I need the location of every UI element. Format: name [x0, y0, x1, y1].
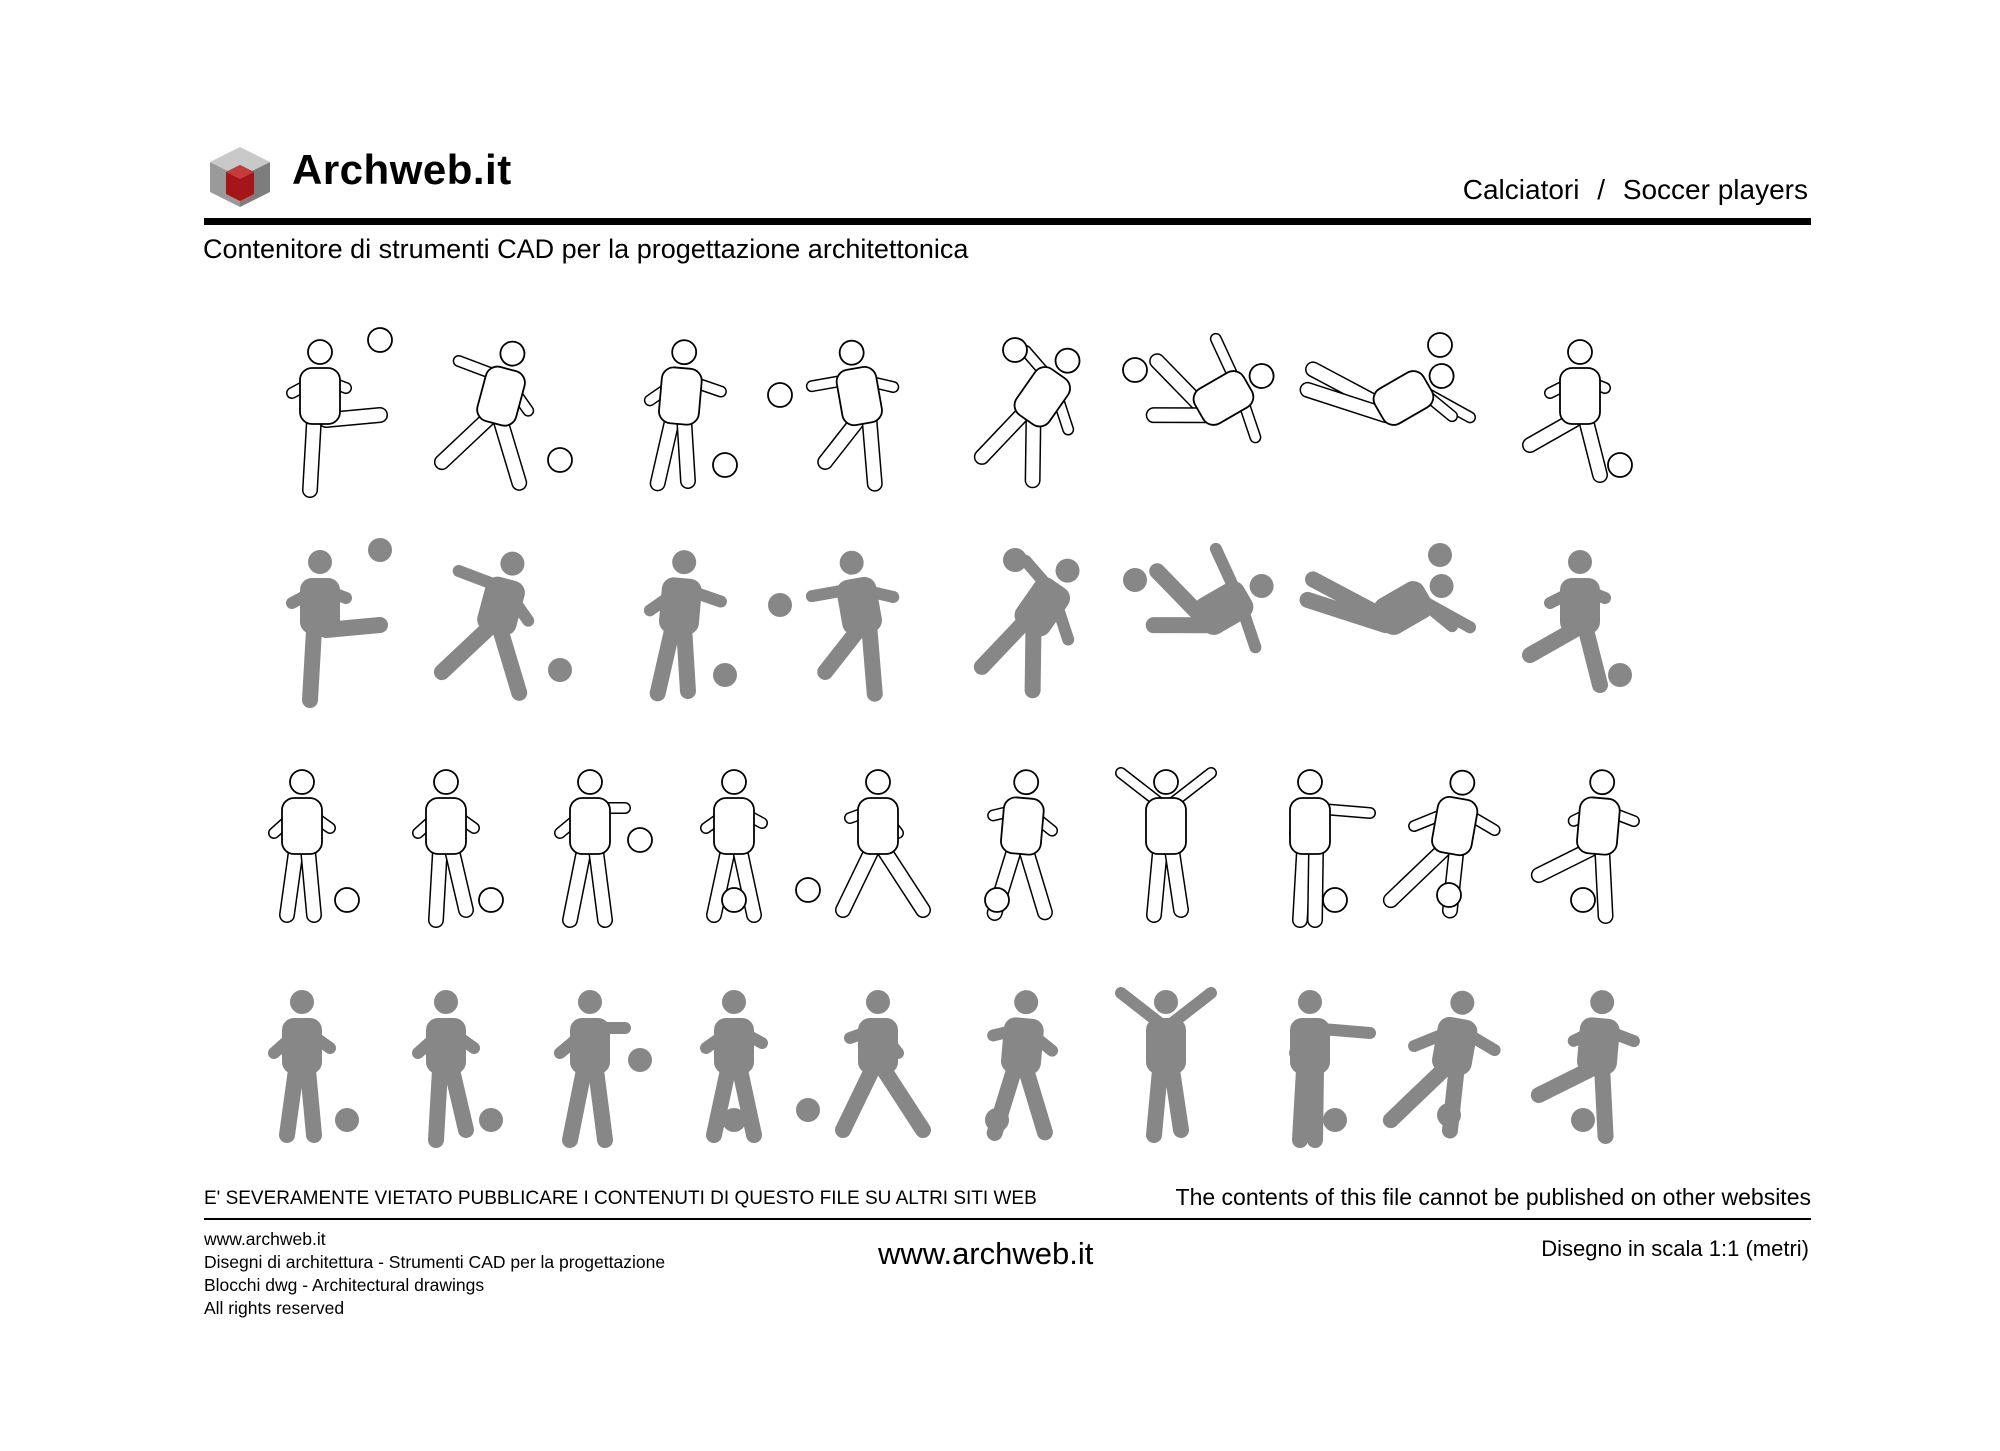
player-bicycle-kick-outline: [961, 328, 1107, 489]
ball-icon: [1571, 888, 1595, 912]
ball-icon: [985, 1108, 1009, 1132]
footer-url: www.archweb.it: [878, 1236, 1094, 1271]
ball-icon: [1428, 543, 1452, 567]
notice-english: The contents of this file cannot be published on other websites: [1175, 1184, 1811, 1210]
footer-line: Blocchi dwg - Architectural drawings: [204, 1275, 485, 1295]
ball-icon: [548, 658, 572, 682]
ball-icon: [479, 888, 503, 912]
ball-icon: [1003, 338, 1027, 362]
ball-icon: [1323, 888, 1347, 912]
player-flying-kick-filled: [805, 545, 909, 702]
footer-divider: [204, 1218, 1811, 1220]
ball-icon: [1323, 1108, 1347, 1132]
ball-icon: [1571, 1108, 1595, 1132]
notice-italian: E' SEVERAMENTE VIETATO PUBBLICARE I CONTENUTI DI QUESTO FILE SU ALTRI SITI WEB: [204, 1188, 1037, 1209]
ball-icon: [1428, 333, 1452, 357]
ball-icon: [628, 828, 652, 852]
ball-icon: [1437, 883, 1461, 907]
ball-icon: [722, 888, 746, 912]
player-run-back-outline: [418, 770, 474, 920]
player-slide-volley-outline: [1131, 314, 1297, 476]
player-goalkeeper-dive-outline: [1300, 309, 1477, 480]
player-run-back-filled: [418, 990, 474, 1140]
logo-cube-icon: [208, 147, 272, 207]
ball-icon: [713, 663, 737, 687]
ball-icon: [368, 538, 392, 562]
ball-icon: [548, 448, 572, 472]
ball-icon: [713, 453, 737, 477]
player-goalkeeper-dive-filled: [1300, 519, 1477, 690]
ball-icon: [796, 878, 820, 902]
player-run-front-filled: [274, 990, 330, 1135]
brand-name: Archweb.it: [292, 146, 512, 193]
player-chest-control-outline: [560, 770, 625, 920]
player-slide-volley-filled: [1131, 524, 1297, 686]
player-volley-high-kick-outline: [292, 340, 380, 490]
player-dribble-filled: [643, 548, 725, 699]
footer-info: [204, 1228, 665, 1320]
soccer-players-sheet: [190, 290, 1820, 1170]
title-separator: /: [1597, 174, 1606, 205]
player-volley-high-kick-filled: [292, 550, 380, 700]
player-bicycle-kick-filled: [961, 538, 1107, 699]
ball-icon: [335, 888, 359, 912]
ball-icon: [768, 593, 792, 617]
player-side-kick-filled: [432, 539, 554, 693]
ball-icon: [768, 383, 792, 407]
ball-icon: [1123, 358, 1147, 382]
ball-icon: [722, 1108, 746, 1132]
ball-icon: [1608, 663, 1632, 687]
player-celebrate-filled: [1121, 990, 1211, 1135]
ball-icon: [1608, 453, 1632, 477]
footer-line: All rights reserved: [204, 1298, 345, 1318]
ball-icon: [335, 1108, 359, 1132]
header-divider: [204, 218, 1811, 225]
player-chest-control-filled: [560, 990, 625, 1140]
ball-icon: [628, 1048, 652, 1072]
player-celebrate-outline: [1121, 770, 1211, 915]
page-title: [1463, 174, 1808, 206]
title-italian: Calciatori: [1462, 174, 1580, 205]
footer-line: Disegni di architettura - Strumenti CAD per la progettazione: [204, 1252, 666, 1272]
title-english: Soccer players: [1622, 174, 1808, 205]
player-running-kick-outline: [1530, 340, 1605, 475]
ball-icon: [368, 328, 392, 352]
player-lunge-filled: [843, 990, 923, 1130]
player-flying-kick-outline: [805, 335, 909, 492]
ball-icon: [1437, 1103, 1461, 1127]
ball-icon: [1003, 548, 1027, 572]
ball-icon: [1123, 568, 1147, 592]
footer-line: www.archweb.it: [204, 1229, 326, 1249]
ball-icon: [479, 1108, 503, 1132]
player-lunge-outline: [843, 770, 923, 910]
ball-icon: [796, 1098, 820, 1122]
scale-note: Disegno in scala 1:1 (metri): [1541, 1236, 1809, 1261]
player-running-kick-filled: [1530, 550, 1605, 685]
subtitle: Contenitore di strumenti CAD per la progettazione architettonica: [203, 234, 969, 264]
ball-icon: [985, 888, 1009, 912]
player-run-front-outline: [274, 770, 330, 915]
player-side-kick-outline: [432, 329, 554, 483]
